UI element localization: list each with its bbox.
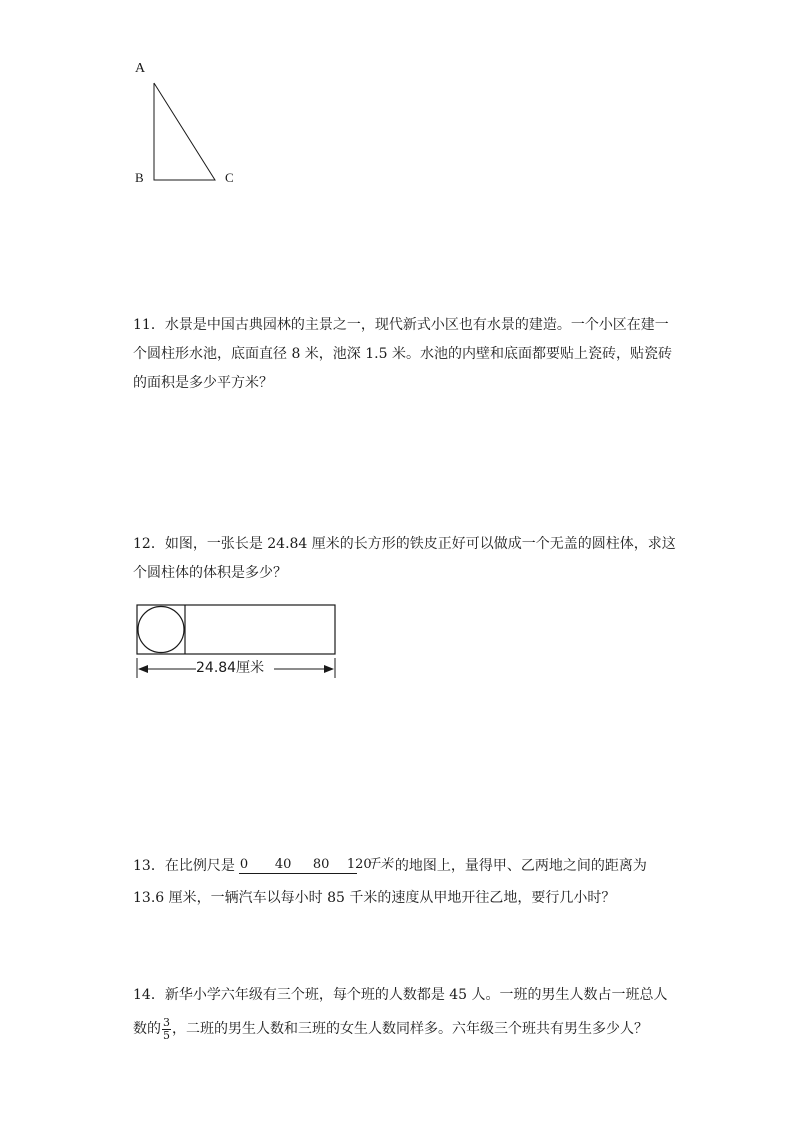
question-14-suffix: ，二班的男生人数和三班的女生人数同样多。六年级三个班共有男生多少人？ — [172, 1021, 648, 1037]
question-13-line-2: 13.6 厘米，一辆汽车以每小时 85 千米的速度从甲地开往乙地，要行几小时？ — [133, 890, 616, 906]
vertex-label-a: A — [135, 61, 146, 76]
scale-tick-40: 40 — [274, 857, 292, 872]
question-11-line-2: 个圆柱形水池，底面直径 8 米，池深 1.5 米。水池的内壁和底面都要贴上瓷砖，贴瓷砖 — [133, 346, 672, 362]
question-13-prefix: 13．在比例尺是 — [133, 858, 235, 874]
question-11 — [133, 311, 673, 398]
question-12 — [133, 530, 676, 588]
scale-unit: 千米 — [366, 857, 393, 872]
question-12-line-1: 12．如图，一张长是 24.84 厘米的长方形的铁皮正好可以做成一个无盖的圆柱体，求这 — [133, 536, 676, 552]
vertex-label-c: C — [225, 170, 234, 185]
fraction-denominator: 5 — [163, 1028, 170, 1042]
scale-tick-0: 0 — [239, 857, 249, 872]
triangle-shape — [150, 80, 220, 184]
sheet-length-label: 24.84厘米 — [196, 660, 265, 676]
fraction-numerator: 3 — [163, 1015, 170, 1029]
scale-line — [239, 873, 357, 874]
question-14 — [133, 978, 673, 1046]
vertex-label-b: B — [135, 170, 144, 185]
question-11-line-3: 的面积是多少平方米？ — [133, 375, 273, 391]
question-12-line-2: 个圆柱体的体积是多少？ — [133, 565, 287, 581]
fraction-three-fifths — [162, 1017, 171, 1042]
question-11-line-1: 11．水景是中国古典园林的主景之一，现代新式小区也有水景的建造。一个小区在建一 — [133, 317, 669, 333]
map-scale-bar — [237, 857, 393, 875]
question-13 — [133, 852, 673, 913]
question-14-line-1: 14．新华小学六年级有三个班，每个班的人数都是 45 人。一班的男生人数占一班总人 — [133, 987, 668, 1003]
question-13-line-1 — [133, 852, 673, 881]
question-14-line-2 — [133, 1012, 673, 1046]
scale-tick-120: 120 — [346, 857, 372, 872]
scale-tick-80: 80 — [312, 857, 330, 872]
question-13-suffix: 的地图上，量得甲、乙两地之间的距离为 — [394, 858, 647, 874]
question-14-prefix: 数的 — [133, 1021, 161, 1037]
